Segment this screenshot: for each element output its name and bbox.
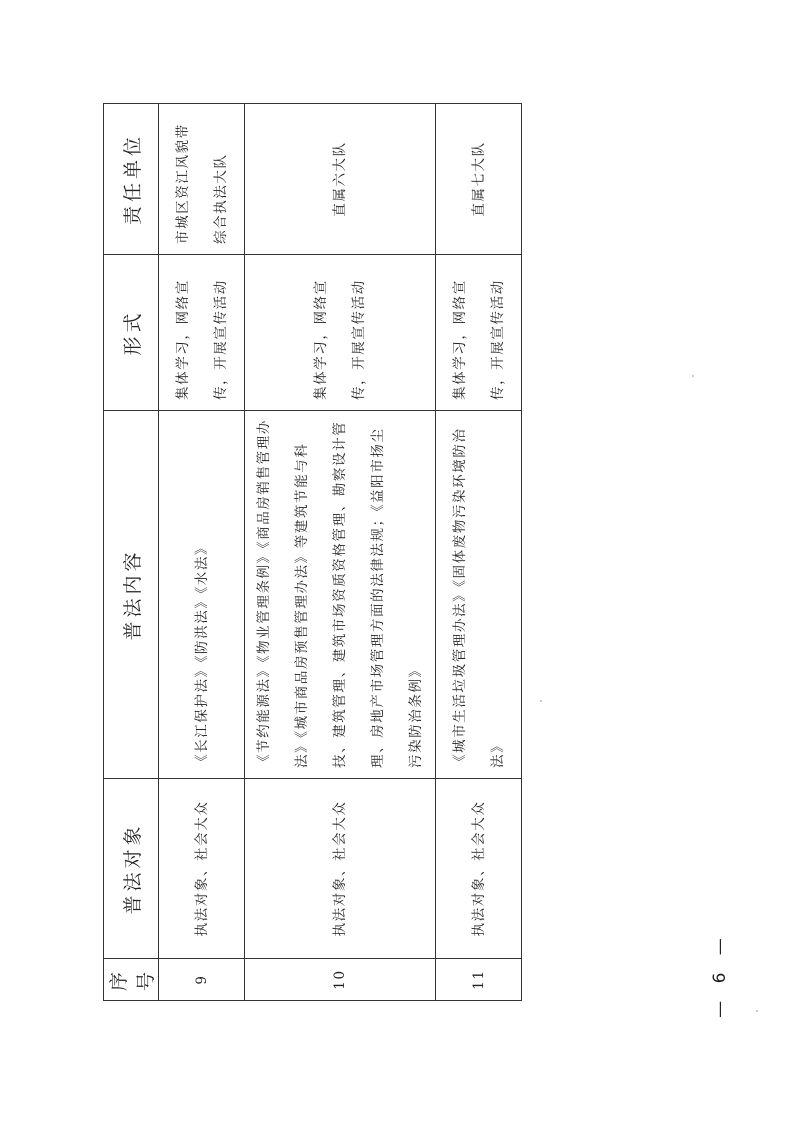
row-content: 《城市生活垃圾管理办法》《固体废物污染环境防治法》 [436, 411, 522, 779]
row-content: 《节约能源法》《物业管理条例》《商品房销售管理办法》《城市商品房预售管理办法》等建筑节能与科技、建筑管理、建筑市场资质资格管理、勘察设计管理、房地产市场管理方面的法律法规；《益阳市扬尘污染防治条例》 [245, 411, 436, 779]
row-content: 《长江保护法》《防洪法》《水法》 [159, 411, 245, 779]
row-form: 集体学习，网络宣传，开展宣传活动 [436, 255, 522, 411]
scan-speck [692, 375, 694, 377]
header-form: 形式 [104, 255, 159, 411]
row-number: 10 [245, 959, 436, 1001]
law-promotion-table [103, 103, 522, 1001]
row-number: 11 [436, 959, 522, 1001]
row-number: 9 [159, 959, 245, 1001]
table-row [245, 104, 436, 1001]
row-form: 集体学习，网络宣传，开展宣传活动 [159, 255, 245, 411]
row-unit: 直属六大队 [245, 104, 436, 255]
header-target: 普法对象 [104, 779, 159, 959]
row-unit: 直属七大队 [436, 104, 522, 255]
rotated-page-content [103, 104, 506, 1001]
page-number [700, 930, 740, 1030]
page-number-text: — 6 — [710, 932, 730, 1018]
header-unit: 责任单位 [104, 104, 159, 255]
table-header-row [104, 104, 159, 1001]
row-unit: 市城区资江风貌带综合执法大队 [159, 104, 245, 255]
scan-speck [540, 700, 542, 702]
row-target: 执法对象、社会大众 [245, 779, 436, 959]
table-row [159, 104, 245, 1001]
row-form: 集体学习，网络宣传，开展宣传活动 [245, 255, 436, 411]
header-no: 序号 [104, 959, 159, 1001]
row-target: 执法对象、社会大众 [159, 779, 245, 959]
header-content: 普法内容 [104, 411, 159, 779]
row-target: 执法对象、社会大众 [436, 779, 522, 959]
table-row [436, 104, 522, 1001]
scan-speck [756, 1010, 758, 1012]
